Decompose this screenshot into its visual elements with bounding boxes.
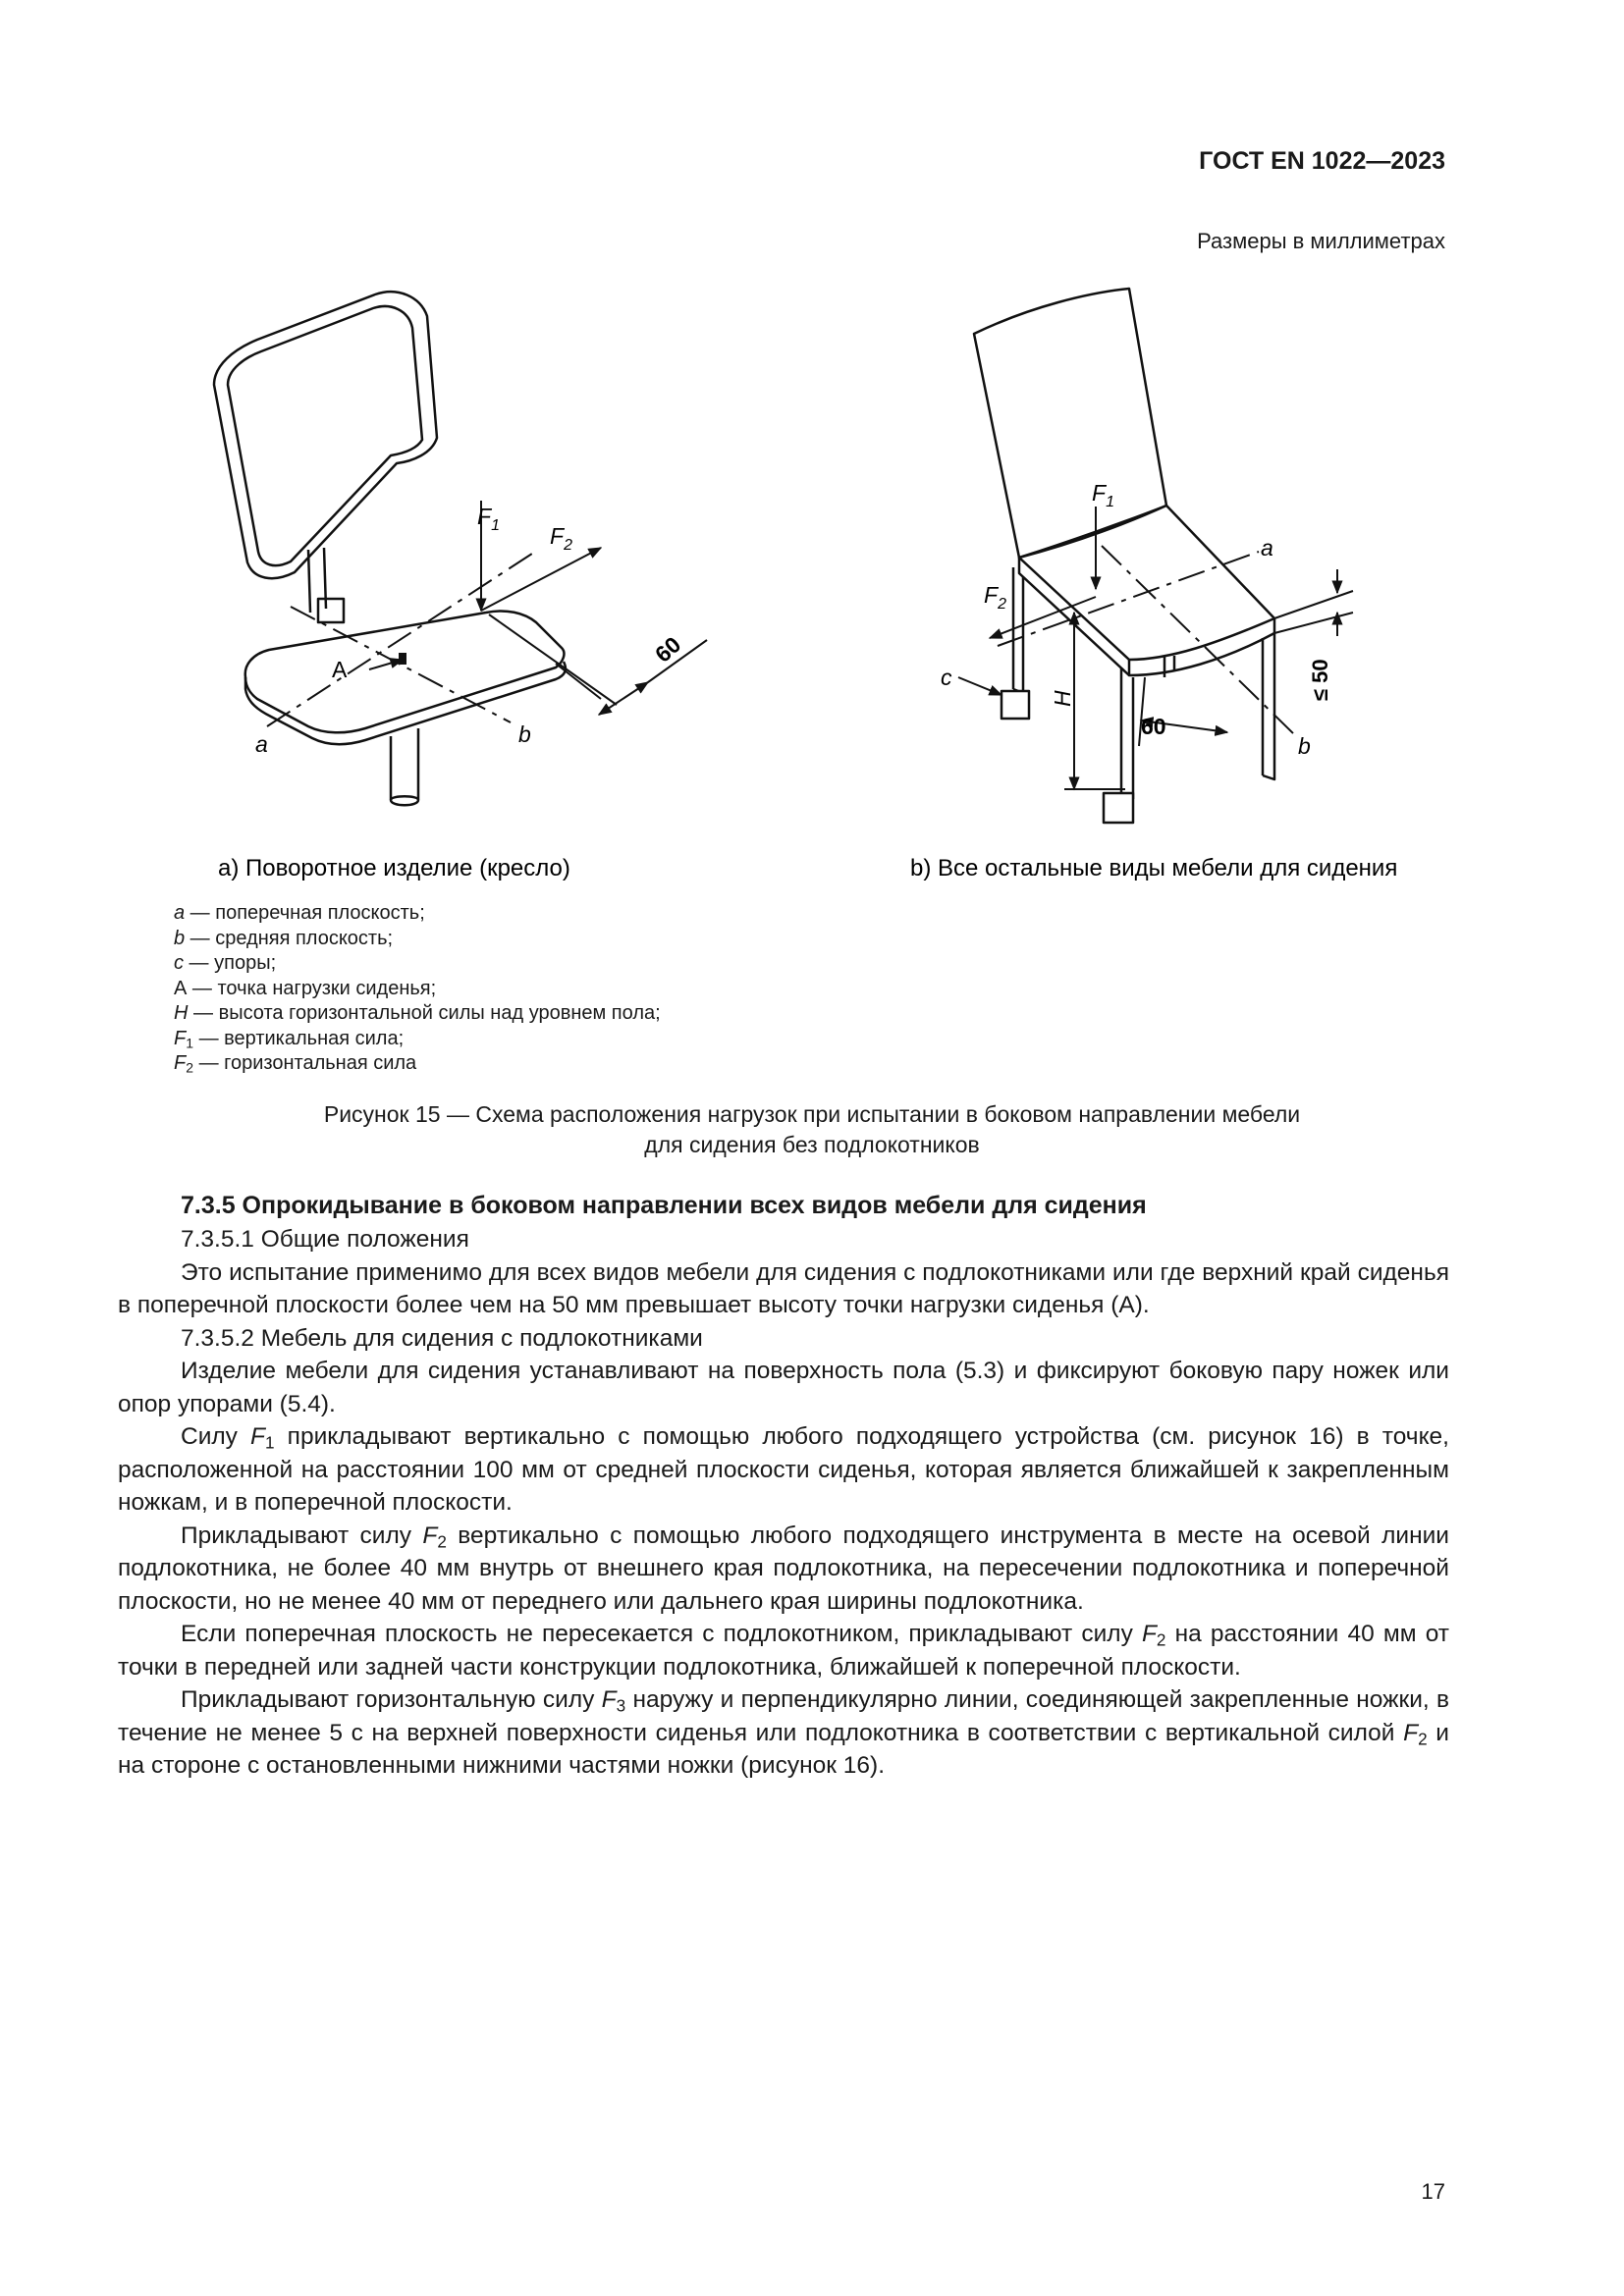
subsection-title: 7.3.5.1 Общие положения (181, 1226, 469, 1253)
section-heading: 7.3.5 Опрокидывание в боковом направлении всех видов мебели для сидения (181, 1192, 1147, 1219)
right-f2-label: $F_2$ (984, 582, 1006, 613)
paragraph: Изделие мебели для сидения устанавливают на поверхность пола (5.3) и фиксируют боковую пару ножек или опор упорами (5.4). (118, 1358, 1449, 1417)
legend-item: b — средняя плоскость; (174, 927, 394, 949)
legend-item: $F_2$ — горизонтальная сила (174, 1052, 417, 1076)
right-stop-c-label: c (941, 665, 952, 690)
swivel-chair-drawing (214, 292, 566, 805)
subsection-title: 7.3.5.2 Мебель для сидения с подлокотниками (181, 1324, 703, 1352)
legend-item: c — упоры; (174, 952, 277, 974)
paragraph: Прикладывают силу $F_2$ вертикально с помощью любого подходящего инструмента в месте на осевой линии подлокотника, не более 40 мм внутрь от внешнего края подлокотника, на пересечении подлокотника и поперечной плоскости, но не менее 40 мм от переднего или дальнего края ширины подлокотника. (118, 1522, 1449, 1615)
caption-b: b) Все остальные виды мебели для сидения (910, 855, 1398, 881)
legend-item: $F_1$ — вертикальная сила; (174, 1027, 405, 1050)
units-note: Размеры в миллиметрах (1197, 229, 1445, 253)
paragraph: Силу $F_1$ прикладывают вертикально с помощью любого подходящего устройства (см. рисунок 16) в точке, расположенной на расстоянии 100 мм от средней плоскости сиденья, которая является ближайшей к закрепленным ножкам, и в поперечной плоскости. (118, 1423, 1449, 1516)
figure-caption-line: Рисунок 15 — Схема расположения нагрузок при испытании в боковом направлении мебели (323, 1101, 1301, 1127)
figure-15 (0, 0, 1624, 903)
figure-caption-line: для сидения без подлокотников (644, 1132, 980, 1157)
chair-drawing (974, 289, 1274, 823)
paragraph: Это испытание применимо для всех видов мебели для сидения с подлокотниками или где верхний край сиденья в поперечной плоскости более чем на 50 мм превышает высоту точки нагрузки сиденья (А). (118, 1258, 1449, 1318)
document-code: ГОСТ EN 1022—2023 (1199, 147, 1445, 175)
legend-item: a — поперечная плоскость; (174, 902, 425, 924)
legend-item: А — точка нагрузки сиденья; (174, 977, 437, 999)
right-dimension-60: 60 (1141, 714, 1166, 739)
paragraph: Прикладывают горизонтальную силу $F_3$ наружу и перпендикулярно линии, соединяющей закрепленные ножки, в течение не менее 5 с на верхней поверхности сиденья или подлокотника в соответствии с вертикальной силой $F_2$ и на стороне с остановленными нижними частями ножки (рисунок 16). (118, 1686, 1449, 1779)
paragraph: Если поперечная плоскость не пересекается с подлокотником, прикладывают силу $F_2$ на расстоянии 40 мм от точки в передней или задней части конструкции подлокотника, ближайшей к поперечной плоскости. (118, 1621, 1449, 1681)
left-f2-label: $F_2$ (550, 523, 572, 554)
left-plane-a-label: a (255, 731, 268, 757)
right-height-h-label: H (1050, 690, 1075, 707)
caption-a: а) Поворотное изделие (кресло) (218, 855, 570, 881)
figure-caption (118, 1099, 1506, 1160)
left-point-a-label: A (332, 657, 348, 682)
left-plane-b-label: b (518, 721, 531, 747)
page-number: 17 (1421, 2179, 1445, 2204)
legend-item: H — высота горизонтальной силы над уровнем пола; (174, 1002, 661, 1024)
right-dimension-50: ≤ 50 (1308, 659, 1332, 701)
right-plane-a-label: a (1261, 535, 1273, 561)
right-plane-b-label: b (1298, 733, 1311, 759)
left-dimension-60: 60 (649, 631, 686, 667)
left-f1-label: $F_1$ (477, 504, 500, 534)
figure-legend (174, 901, 661, 1077)
section-body (118, 1223, 1449, 1783)
right-f1-label: $F_1$ (1092, 480, 1114, 510)
